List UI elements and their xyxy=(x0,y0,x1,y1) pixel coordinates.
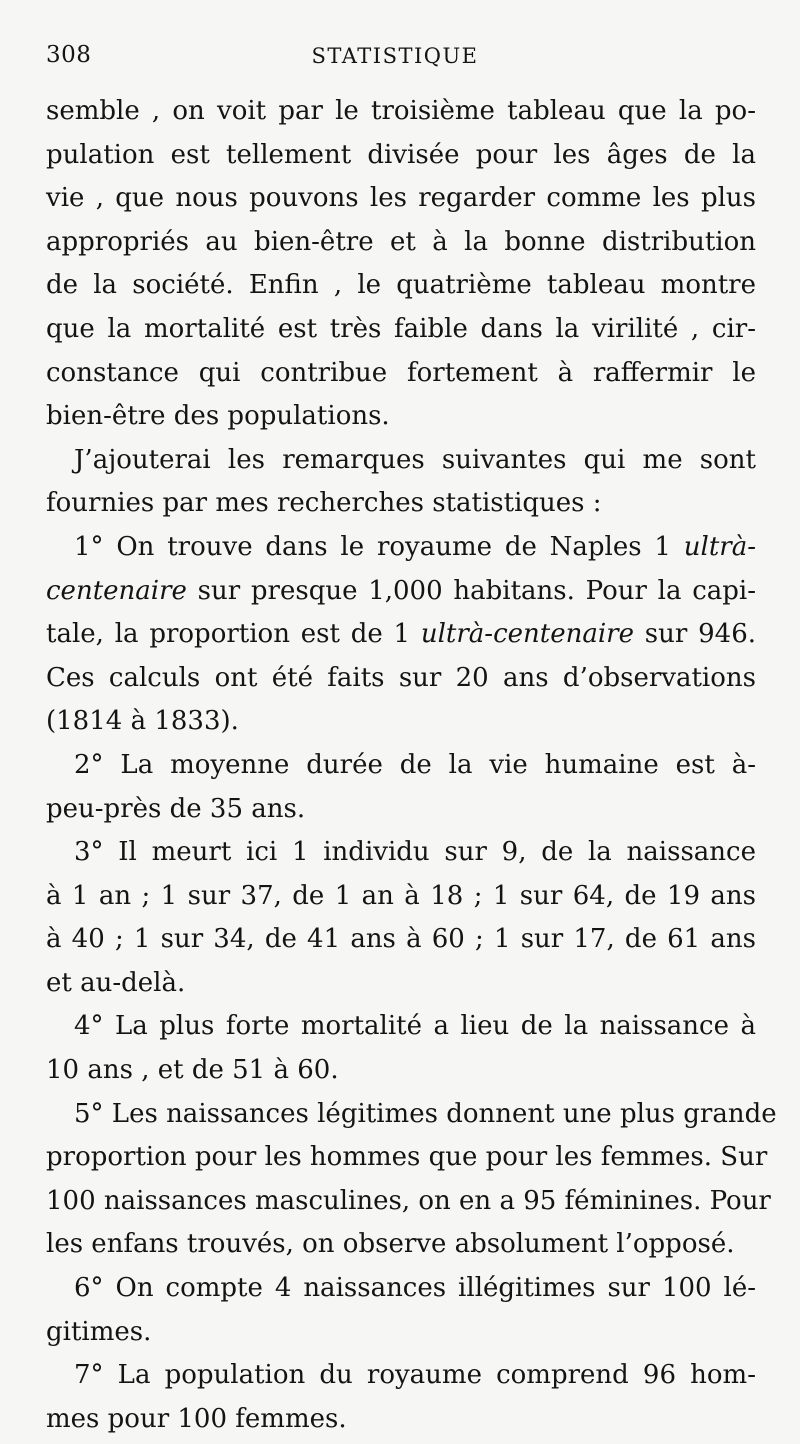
italic-text: ultrà-centenaire xyxy=(420,619,634,650)
text-line xyxy=(46,526,756,570)
text-line: 100 naissances masculines, on en a 95 féminines. Pour xyxy=(46,1185,771,1216)
italic-text: ultrà- xyxy=(683,531,756,562)
page-header xyxy=(46,42,744,82)
text-line: fournies par mes recherches statistiques : xyxy=(46,488,602,519)
text-line: mes pour 100 femmes. xyxy=(46,1403,347,1434)
text-run: 1° On trouve dans le royaume de Naples 1 xyxy=(74,531,684,562)
italic-text: centenaire xyxy=(46,575,187,606)
text-line: 10 ans , et de 51 à 60. xyxy=(46,1055,339,1086)
text-line: gitimes. xyxy=(46,1316,152,1347)
text-line: et au-delà. xyxy=(46,967,186,998)
text-line: constance qui contribue fortement à raffermir le xyxy=(46,357,756,388)
text-line: de la société. Enfin , le quatrième tableau montre xyxy=(46,270,756,301)
text-line: 6° On compte 4 naissances illégitimes sur 100 lé- xyxy=(74,1273,756,1304)
text-line: (1814 à 1833). xyxy=(46,706,239,737)
text-line xyxy=(46,613,756,657)
text-line: proportion pour les hommes que pour les femmes. Sur xyxy=(46,1142,768,1173)
text-line xyxy=(46,570,756,614)
text-line: Ces calculs ont été faits sur 20 ans d’observations xyxy=(46,662,756,693)
text-line: 7° La population du royaume comprend 96 hom- xyxy=(74,1360,756,1391)
text-run: sur 946. xyxy=(634,619,756,650)
text-line: 4° La plus forte mortalité a lieu de la naissance à xyxy=(74,1011,756,1042)
page-number: 308 xyxy=(46,42,92,68)
text-line: appropriés au bien-être et à la bonne distribution xyxy=(46,226,756,257)
body-text xyxy=(46,90,777,1441)
text-line: 3° Il meurt ici 1 individu sur 9, de la naissance xyxy=(74,837,756,868)
text-line: peu-près de 35 ans. xyxy=(46,793,306,824)
text-line: que la mortalité est très faible dans la virilité , cir- xyxy=(46,313,756,344)
text-line: 2° La moyenne durée de la vie humaine est à- xyxy=(74,749,756,780)
text-line: à 40 ; 1 sur 34, de 41 ans à 60 ; 1 sur 17, de 61 ans xyxy=(46,924,756,955)
text-line: J’ajouterai les remarques suivantes qui me sont xyxy=(74,444,756,475)
text-line: semble , on voit par le troisième tableau que la po- xyxy=(46,96,756,126)
text-line: 5° Les naissances légitimes donnent une plus grande xyxy=(74,1098,777,1129)
text-line: pulation est tellement divisée pour les âges de la xyxy=(46,139,756,170)
text-line: bien-être des populations. xyxy=(46,401,390,432)
text-run: tale, la proportion est de 1 xyxy=(46,619,421,650)
running-head: STATISTIQUE xyxy=(311,44,479,68)
text-line: les enfans trouvés, on observe absolument l’opposé. xyxy=(46,1229,735,1260)
text-line: vie , que nous pouvons les regarder comme les plus xyxy=(46,183,756,214)
text-line: à 1 an ; 1 sur 37, de 1 an à 18 ; 1 sur 64, de 19 ans xyxy=(46,880,756,911)
text-run: sur presque 1,000 habitans. Pour la capi- xyxy=(186,575,756,606)
